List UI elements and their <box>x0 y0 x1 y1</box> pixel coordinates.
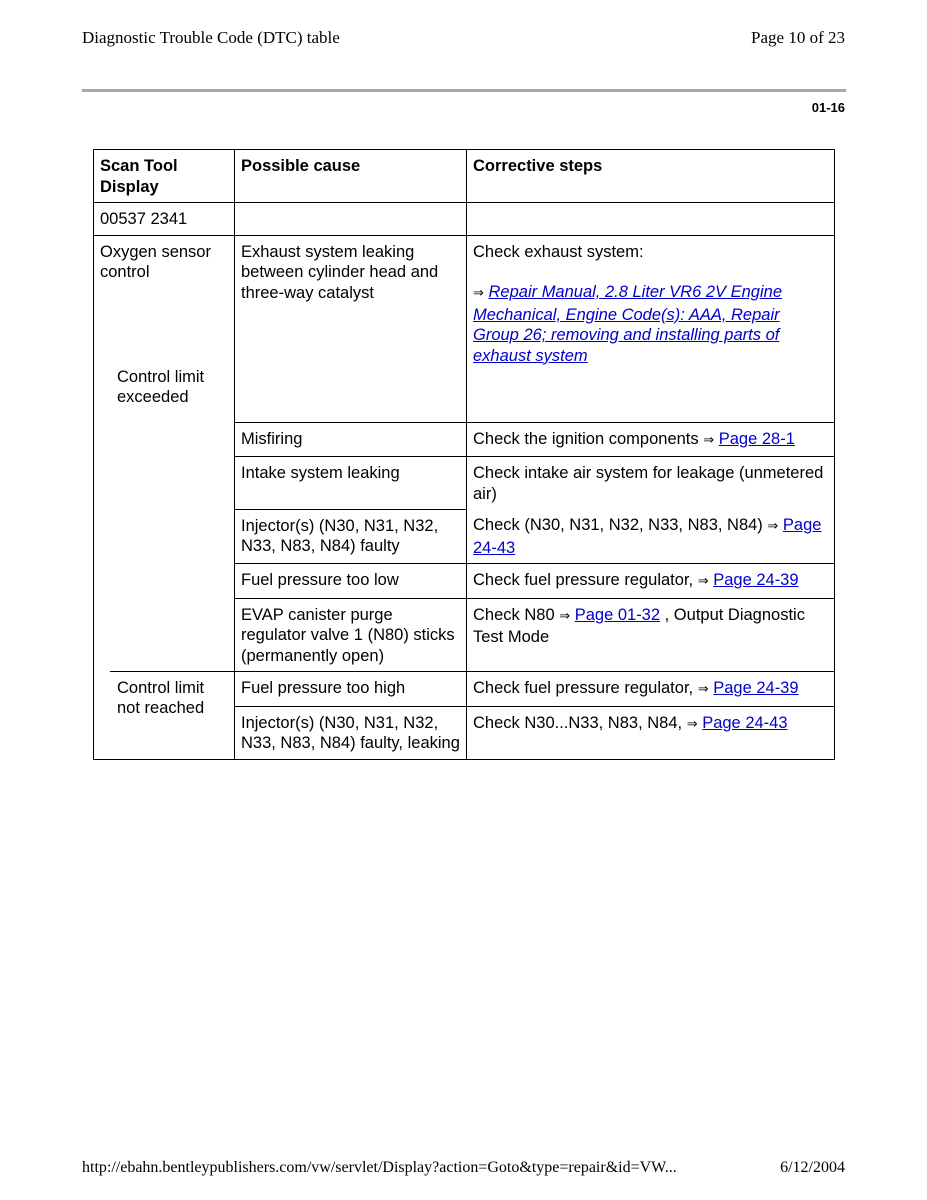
scan-tool-display-cell <box>94 235 235 672</box>
table-header-row <box>94 150 835 203</box>
arrow-right-icon: ⇒ <box>697 574 709 589</box>
step-link-line <box>473 282 828 366</box>
footer-url: http://ebahn.bentleypublishers.com/vw/servlet/Display?action=Goto&type=repair&id=VW... <box>82 1159 677 1176</box>
step-text: Check N80 <box>473 605 555 624</box>
page-24-39-link[interactable]: Page 24-39 <box>713 679 799 697</box>
display-oxygen-sensor-control: Oxygen sensor control <box>100 242 211 281</box>
cause-fuel-pressure-low: Fuel pressure too low <box>235 564 467 599</box>
document-title: Diagnostic Trouble Code (DTC) table <box>82 28 340 47</box>
empty-cell <box>467 203 835 236</box>
page-24-43-link[interactable]: Page 24-43 <box>473 516 822 557</box>
step-fuel-pressure-low <box>467 564 835 599</box>
page-24-39-link[interactable]: Page 24-39 <box>713 571 799 589</box>
cause-injector-faulty: Injector(s) (N30, N31, N32, N33, N83, N84) faulty <box>235 509 467 564</box>
table-row <box>94 235 835 422</box>
step-injector-leaking <box>467 706 835 759</box>
cause-evap-valve: EVAP canister purge regulator valve 1 (N80) sticks (permanently open) <box>235 598 467 672</box>
step-fuel-pressure-high <box>467 672 835 707</box>
header-divider <box>82 89 846 92</box>
arrow-right-icon: ⇒ <box>559 608 571 624</box>
empty-cell <box>235 203 467 236</box>
dtc-table <box>93 149 835 760</box>
cause-fuel-pressure-high: Fuel pressure too high <box>235 672 467 707</box>
page-24-43-link[interactable]: Page 24-43 <box>702 713 788 732</box>
cause-exhaust-leak <box>235 235 467 422</box>
column-header-corrective-steps: Corrective steps <box>467 150 835 203</box>
repair-manual-link[interactable]: Repair Manual, 2.8 Liter VR6 2V Engine Mechanical, Engine Code(s): AAA, Repair Group 26; removing and installing parts of exhaust system <box>473 283 783 365</box>
step-text: Check (N30, N31, N32, N33, N83, N84) <box>473 516 763 534</box>
cause-intake-leak: Intake system leaking <box>235 457 467 510</box>
step-text: Check the ignition components <box>473 429 699 448</box>
step-misfiring <box>467 422 835 457</box>
arrow-right-icon: ⇒ <box>767 519 779 534</box>
column-header-possible-cause: Possible cause <box>235 150 467 203</box>
partial-divider <box>110 671 234 672</box>
step-text: Check fuel pressure regulator, <box>473 679 694 697</box>
step-intake: Check intake air system for leakage (unmetered air) <box>467 457 835 510</box>
table-row <box>94 203 835 236</box>
step-text: Check fuel pressure regulator, <box>473 571 694 589</box>
footer-date: 6/12/2004 <box>780 1159 845 1176</box>
step-suffix-text: , Output Diagnostic Test Mode <box>473 605 805 646</box>
column-header-scan-tool-display: Scan Tool Display <box>94 150 235 203</box>
step-injector-faulty <box>467 509 835 564</box>
cause-injector-leaking: Injector(s) (N30, N31, N32, N33, N83, N84) faulty, leaking <box>235 706 467 759</box>
section-code: 01-16 <box>811 100 845 115</box>
display-control-limit-exceeded: Control limit exceeded <box>117 367 205 406</box>
step-evap-valve <box>467 598 835 672</box>
cause-misfiring: Misfiring <box>235 422 467 457</box>
arrow-right-icon: ⇒ <box>473 286 484 301</box>
table-row <box>94 672 835 707</box>
step-text: Check N30...N33, N83, N84, <box>473 713 683 732</box>
page-number: Page 10 of 23 <box>751 28 845 47</box>
scan-tool-display-cell <box>94 672 235 760</box>
step-text: Check exhaust system: <box>473 242 644 261</box>
dtc-code: 00537 2341 <box>94 203 235 236</box>
display-control-limit-not-reached: Control limit not reached <box>117 678 205 717</box>
arrow-right-icon: ⇒ <box>703 432 715 448</box>
step-exhaust <box>467 235 835 422</box>
arrow-right-icon: ⇒ <box>686 716 698 732</box>
page-28-1-link[interactable]: Page 28-1 <box>718 429 795 448</box>
cause-text: Exhaust system leaking between cylinder head and three-way catalyst <box>241 242 439 302</box>
arrow-right-icon: ⇒ <box>697 682 709 697</box>
page-01-32-link[interactable]: Page 01-32 <box>574 605 661 624</box>
